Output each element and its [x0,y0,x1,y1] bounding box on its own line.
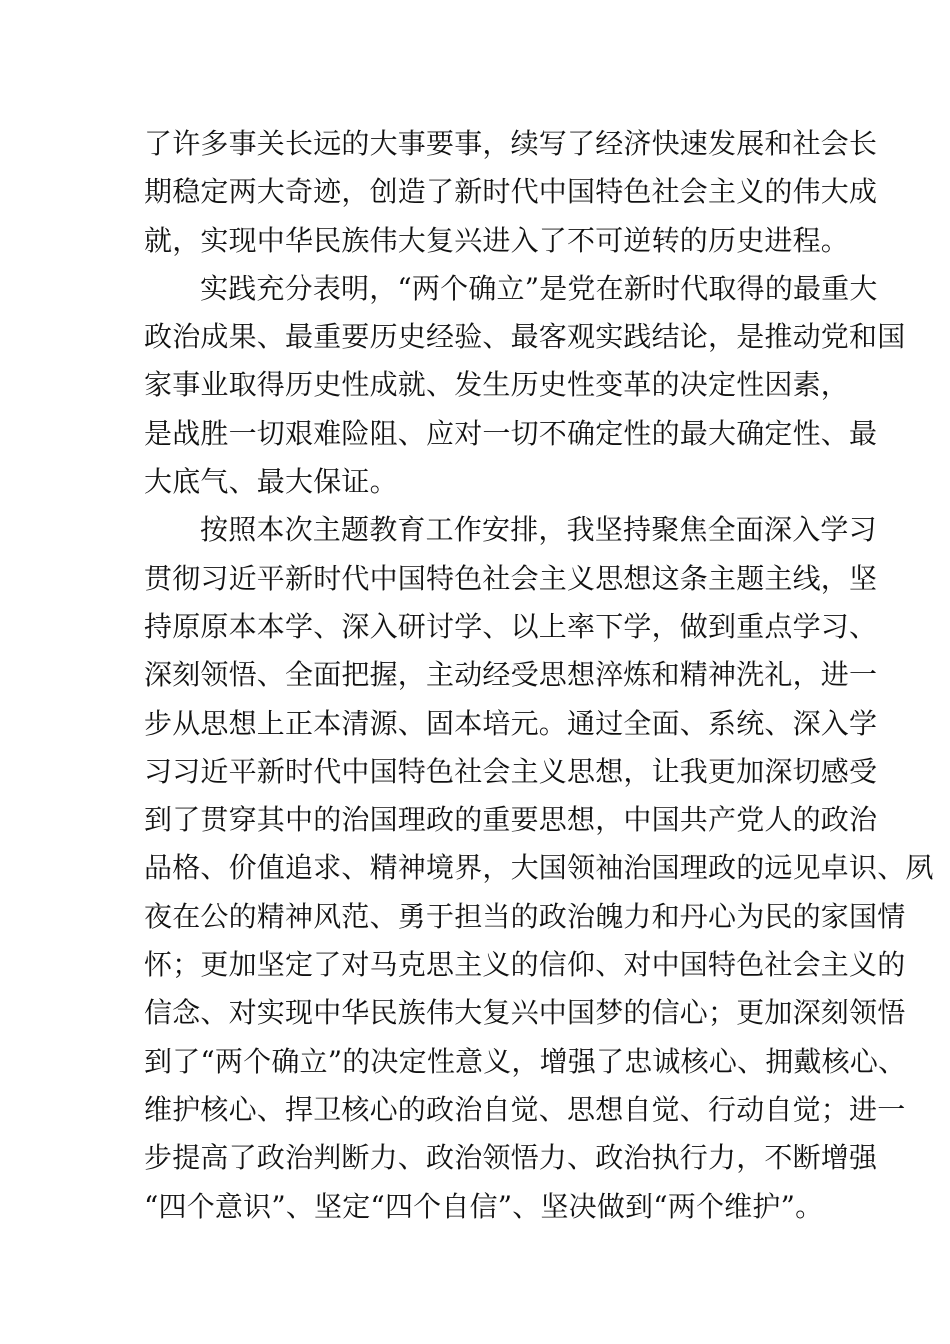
body-text [144,120,934,1231]
text-line: 到了“两个确立”的决定性意义，增强了忠诚核心、拥戴核心、 [144,1044,907,1078]
text-line: 按照本次主题教育工作安排，我坚持聚焦全面深入学习 [200,513,877,547]
text-line: 夜在公的精神风范、勇于担当的政治魄力和丹心为民的家国情 [144,899,906,933]
text-line: 维护核心、捍卫核心的政治自觉、思想自觉、行动自觉；进一 [144,1092,906,1126]
text-line: 就，实现中华民族伟大复兴进入了不可逆转的历史进程。 [144,223,850,257]
paragraph-3 [144,506,934,1230]
paragraph-1 [144,120,878,265]
text-line: 持原原本本学、深入研讨学、以上率下学，做到重点学习、 [144,609,878,643]
text-line: 品格、价值追求、精神境界，大国领袖治国理政的远见卓识、夙 [144,851,934,885]
text-line: 大底气、最大保证。 [144,465,398,499]
text-line: 步从思想上正本清源、固本培元。通过全面、系统、深入学 [144,706,878,740]
text-line: 贯彻习近平新时代中国特色社会主义思想这条主题主线，坚 [144,561,878,595]
text-line: 是战胜一切艰难险阻、应对一切不确定性的最大确定性、最 [144,416,878,450]
text-line: 家事业取得历史性成就、发生历史性变革的决定性因素， [144,368,850,402]
text-line: 信念、对实现中华民族伟大复兴中国梦的信心；更加深刻领悟 [144,996,906,1030]
text-line: “四个意识”、坚定“四个自信”、坚决做到“两个维护”。 [144,1189,824,1223]
text-line: 习习近平新时代中国特色社会主义思想，让我更加深切感受 [144,754,878,788]
text-line: 到了贯穿其中的治国理政的重要思想，中国共产党人的政治 [144,803,878,837]
text-line: 了许多事关长远的大事要事，续写了经济快速发展和社会长 [144,127,878,160]
text-line: 步提高了政治判断力、政治领悟力、政治执行力，不断增强 [144,1141,878,1175]
text-line: 政治成果、最重要历史经验、最客观实践结论，是推动党和国 [144,320,906,354]
paragraph-2 [144,265,906,506]
text-line: 深刻领悟、全面把握，主动经受思想淬炼和精神洗礼，进一 [144,658,878,692]
text-line: 期稳定两大奇迹，创造了新时代中国特色社会主义的伟大成 [144,175,878,209]
text-line: 实践充分表明，“两个确立”是党在新时代取得的最重大 [200,271,878,305]
text-line: 怀；更加坚定了对马克思主义的信仰、对中国特色社会主义的 [144,948,906,982]
